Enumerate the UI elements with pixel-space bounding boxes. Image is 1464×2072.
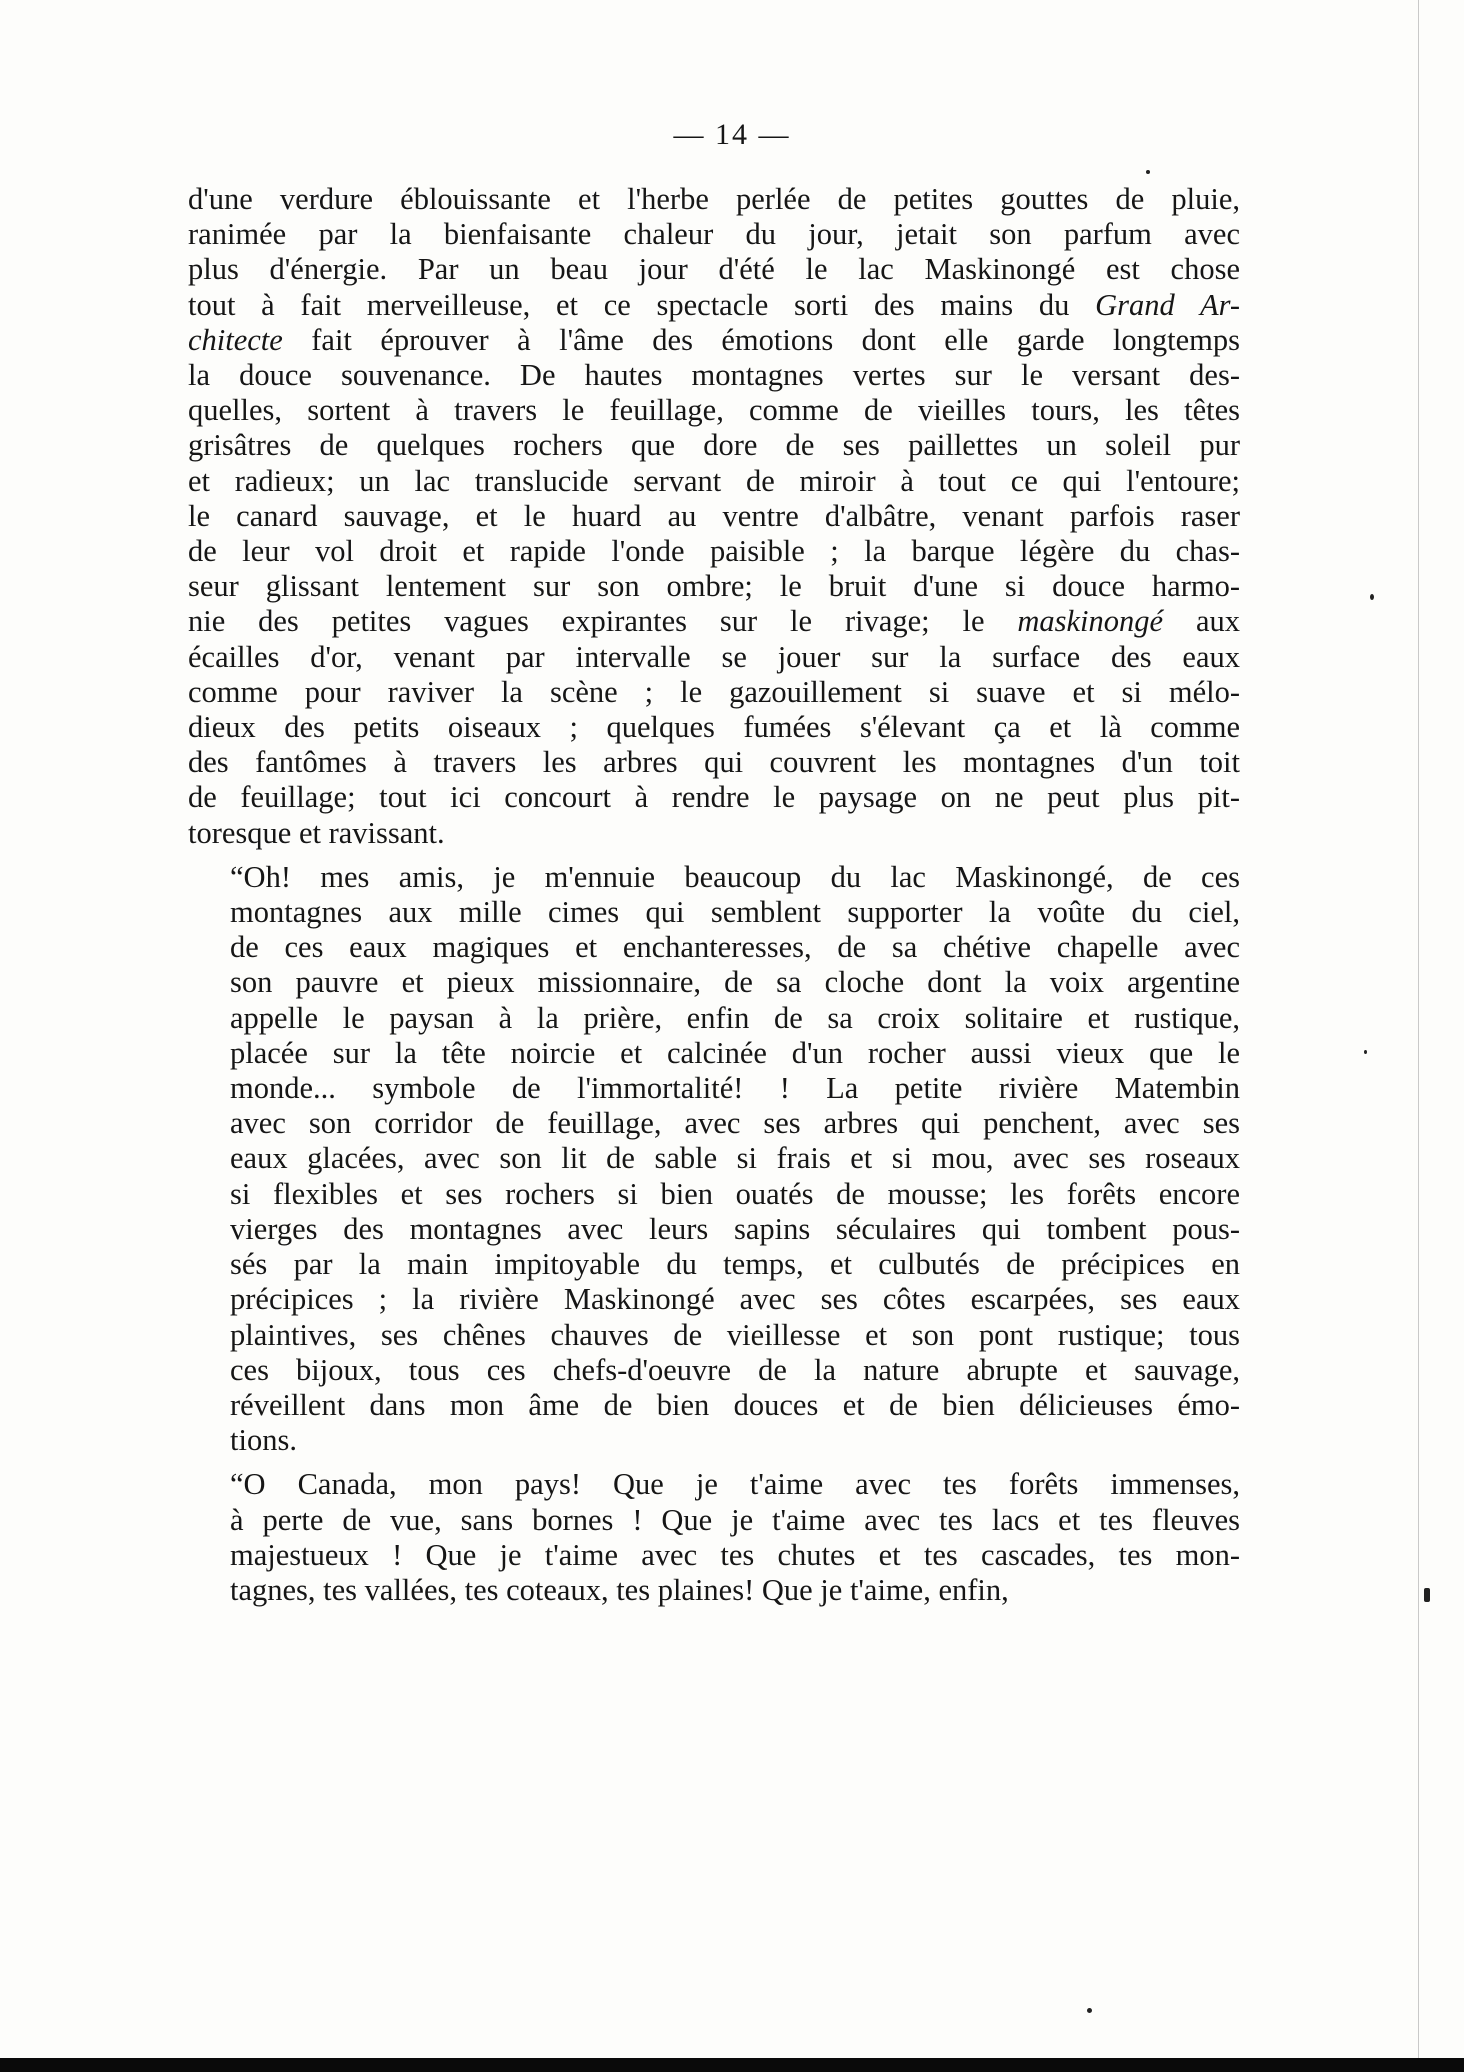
text-line: grisâtres de quelques rochers que dore de ses paillettes un soleil pur [188, 428, 1240, 463]
paragraph [188, 1467, 1240, 1608]
text-line: le canard sauvage, et le huard au ventre d'albâtre, venant parfois raser [188, 498, 1240, 533]
text-line: et radieux; un lac translucide servant de miroir à tout ce qui l'entoure; [188, 463, 1240, 498]
text-line: appelle le paysan à la prière, enfin de sa croix solitaire et rustique, [230, 1000, 1240, 1035]
text-line: dieux des petits oiseaux ; quelques fumées s'élevant ça et là comme [188, 710, 1240, 745]
text-line: plaintives, ses chênes chauves de vieillesse et son pont rustique; tous [230, 1317, 1240, 1352]
text-line: à perte de vue, sans bornes ! Que je t'aime avec tes lacs et tes fleuves [230, 1502, 1240, 1537]
text-line: vierges des montagnes avec leurs sapins séculaires qui tombent pous- [230, 1211, 1240, 1246]
text-line: avec son corridor de feuillage, avec ses arbres qui penchent, avec ses [230, 1106, 1240, 1141]
text-line: des fantômes à travers les arbres qui couvrent les montagnes d'un toit [188, 745, 1240, 780]
text-line: écailles d'or, venant par intervalle se jouer sur la surface des eaux [188, 639, 1240, 674]
text-line: monde... symbole de l'immortalité! ! La petite rivière Matembin [230, 1071, 1240, 1106]
scan-speck [1364, 1050, 1367, 1054]
text-line: plus d'énergie. Par un beau jour d'été le lac Maskinongé est chose [188, 252, 1240, 287]
scan-speck [1424, 1588, 1430, 1602]
scan-border-bottom [0, 2058, 1464, 2072]
scan-speck [1370, 594, 1374, 600]
text-line: “Oh! mes amis, je m'ennuie beaucoup du lac Maskinongé, de ces [230, 859, 1240, 894]
scan-speck [1146, 170, 1150, 174]
text-line: tout à fait merveilleuse, et ce spectacle sorti des mains du Grand Ar- [188, 287, 1240, 322]
text-line: seur glissant lentement sur son ombre; le bruit d'une si douce harmo- [188, 569, 1240, 604]
text-line: de leur vol droit et rapide l'onde paisible ; la barque légère du chas- [188, 534, 1240, 569]
text-line: son pauvre et pieux missionnaire, de sa cloche dont la voix argentine [230, 965, 1240, 1000]
text-line: montagnes aux mille cimes qui semblent supporter la voûte du ciel, [230, 895, 1240, 930]
text-line: la douce souvenance. De hautes montagnes vertes sur le versant des- [188, 358, 1240, 393]
text-line: précipices ; la rivière Maskinongé avec ses côtes escarpées, ses eaux [230, 1282, 1240, 1317]
paragraph [188, 860, 1240, 1458]
text-line: comme pour raviver la scène ; le gazouillement si suave et si mélo- [188, 674, 1240, 709]
text-line: ranimée par la bienfaisante chaleur du jour, jetait son parfum avec [188, 217, 1240, 252]
text-line: quelles, sortent à travers le feuillage, comme de vieilles tours, les têtes [188, 393, 1240, 428]
body-text [188, 182, 1240, 1608]
text-line: ces bijoux, tous ces chefs-d'oeuvre de la nature abrupte et sauvage, [230, 1352, 1240, 1387]
text-line: tagnes, tes vallées, tes coteaux, tes plaines! Que je t'aime, enfin, [230, 1572, 1009, 1607]
text-line: “O Canada, mon pays! Que je t'aime avec tes forêts immenses, [230, 1467, 1240, 1502]
text-line: placée sur la tête noircie et calcinée d'un rocher aussi vieux que le [230, 1035, 1240, 1070]
page-edge-rule [1418, 0, 1419, 2058]
text-line: de ces eaux magiques et enchanteresses, de sa chétive chapelle avec [230, 930, 1240, 965]
text-line: toresque et ravissant. [188, 815, 445, 850]
text-line: eaux glacées, avec son lit de sable si frais et si mou, avec ses roseaux [230, 1141, 1240, 1176]
text-line: de feuillage; tout ici concourt à rendre le paysage on ne peut plus pit- [188, 780, 1240, 815]
page-number: — 14 — [673, 118, 791, 151]
text-line: réveillent dans mon âme de bien douces et de bien délicieuses émo- [230, 1387, 1240, 1422]
text-line: d'une verdure éblouissante et l'herbe perlée de petites gouttes de pluie, [188, 182, 1240, 216]
text-line: si flexibles et ses rochers si bien ouatés de mousse; les forêts encore [230, 1176, 1240, 1211]
paragraph [188, 182, 1240, 851]
text-line: sés par la main impitoyable du temps, et culbutés de précipices en [230, 1247, 1240, 1282]
scan-speck [1087, 2008, 1092, 2013]
text-line: tions. [230, 1423, 297, 1458]
text-line: majestueux ! Que je t'aime avec tes chutes et tes cascades, tes mon- [230, 1537, 1240, 1572]
text-line: nie des petites vagues expirantes sur le rivage; le maskinongé aux [188, 604, 1240, 639]
text-line: chitecte fait éprouver à l'âme des émotions dont elle garde longtemps [188, 322, 1240, 357]
